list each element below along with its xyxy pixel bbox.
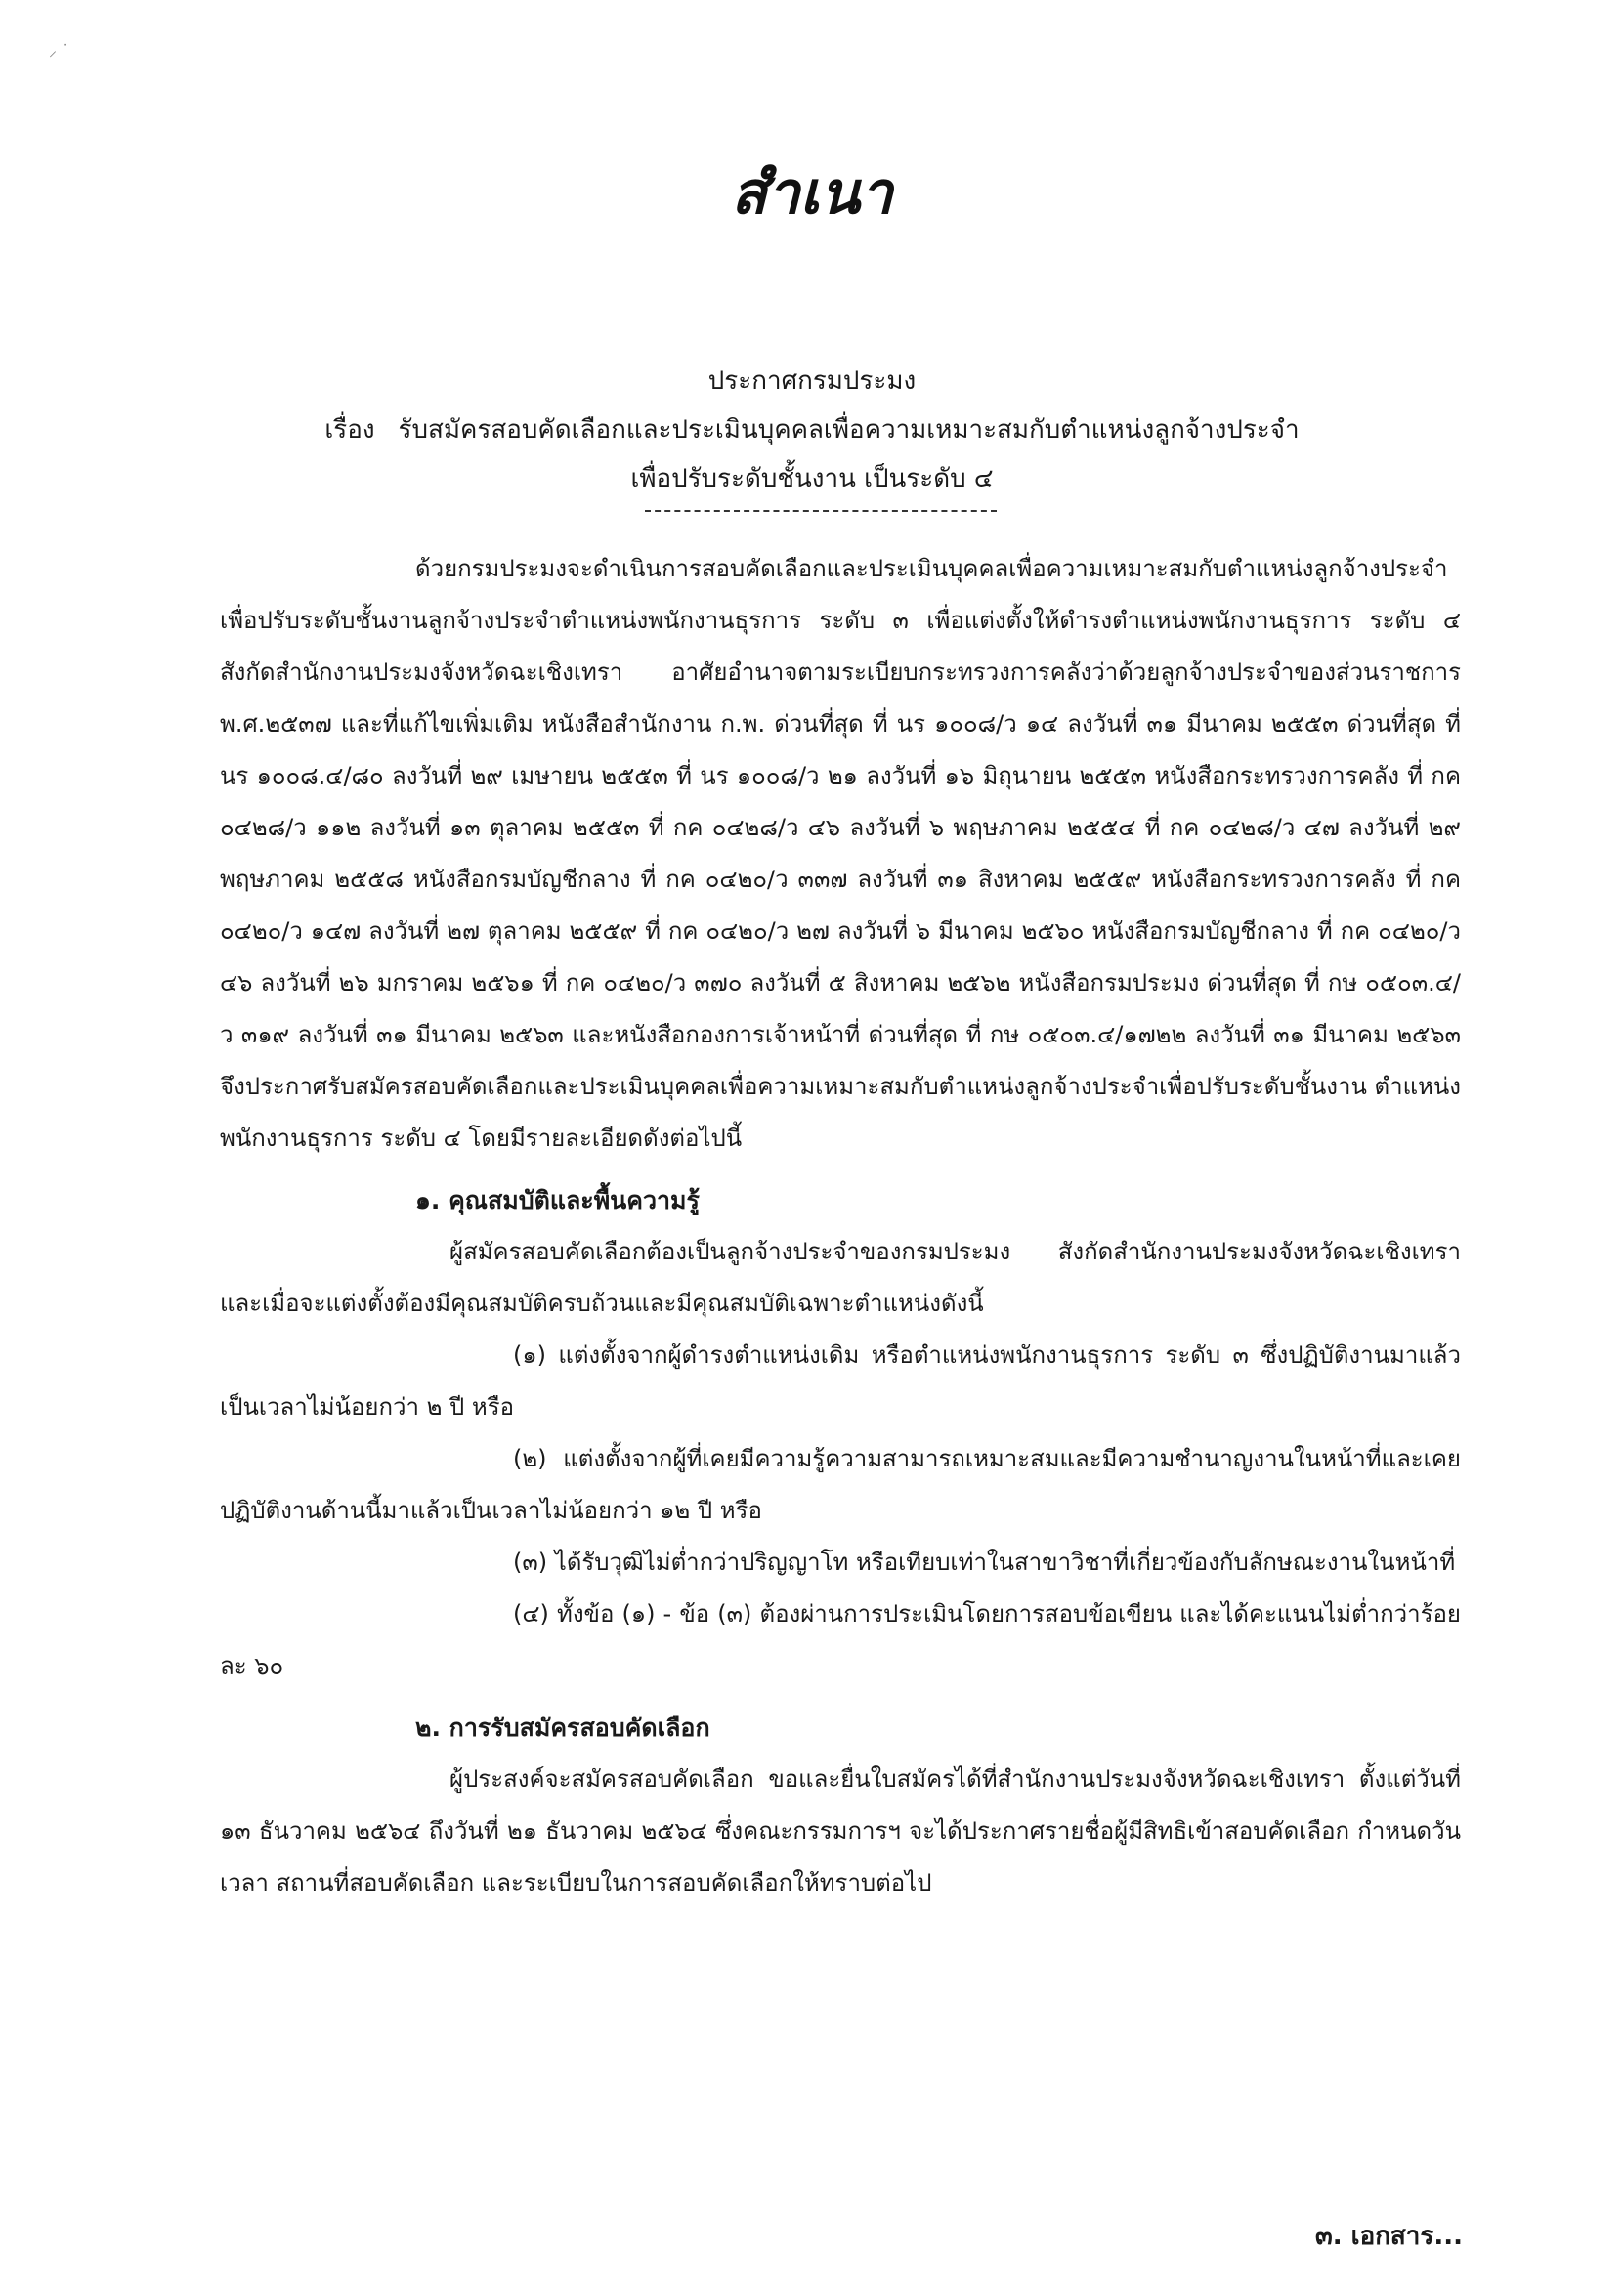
subject-text-line1: รับสมัครสอบคัดเลือกและประเมินบุคคลเพื่อความเหมาะสมกับตำแหน่งลูกจ้างประจำ — [398, 415, 1300, 445]
section-1-body: ผู้สมัครสอบคัดเลือกต้องเป็นลูกจ้างประจำของกรมประมง สังกัดสำนักงานประมงจังหวัดฉะเชิงเทรา และเมื่อจะแต่งตั้งต้องมีคุณสมบัติครบถ้วนและมีคุณสมบัติเฉพาะตำแหน่งดังนี้ — [220, 1238, 1461, 1317]
intro-paragraph: ด้วยกรมประมงจะดำเนินการสอบคัดเลือกและประเมินบุคคลเพื่อความเหมาะสมกับตำแหน่งลูกจ้างประจำเพื่อปรับระดับชั้นงานลูกจ้างประจำตำแหน่งพนักงานธุรการ ระดับ ๓ เพื่อแต่งตั้งให้ดำรงตำแหน่งพนักงานธุรการ ระดับ ๔ สังกัดสำนักงานประมงจังหวัดฉะเชิงเทรา อาศัยอำนาจตามระเบียบกระทรวงการคลังว่าด้วยลูกจ้างประจำของส่วนราชการ พ.ศ.๒๕๓๗ และที่แก้ไขเพิ่มเติม หนังสือสำนักงาน ก.พ. ด่วนที่สุด ที่ นร ๑๐๐๘/ว ๑๔ ลงวันที่ ๓๑ มีนาคม ๒๕๕๓ ด่วนที่สุด ที่ นร ๑๐๐๘.๔/๘๐ ลงวันที่ ๒๙ เมษายน ๒๕๕๓ ที่ นร ๑๐๐๘/ว ๒๑ ลงวันที่ ๑๖ มิถุนายน ๒๕๕๓ หนังสือกระทรวงการคลัง ที่ กค ๐๔๒๘/ว ๑๑๒ ลงวันที่ ๑๓ ตุลาคม ๒๕๕๓ ที่ กค ๐๔๒๘/ว ๔๖ ลงวันที่ ๖ พฤษภาคม ๒๕๕๔ ที่ กค ๐๔๒๘/ว ๔๗ ลงวันที่ ๒๙ พฤษภาคม ๒๕๕๘ หนังสือกรมบัญชีกลาง ที่ กค ๐๔๒๐/ว ๓๓๗ ลงวันที่ ๓๑ สิงหาคม ๒๕๕๙ หนังสือกระทรวงการคลัง ที่ กค ๐๔๒๐/ว ๑๔๗ ลงวันที่ ๒๗ ตุลาคม ๒๕๕๙ ที่ กค ๐๔๒๐/ว ๒๗ ลงวันที่ ๖ มีนาคม ๒๕๖๐ หนังสือกรมบัญชีกลาง ที่ กค ๐๔๒๐/ว ๔๖ ลงวันที่ ๒๖ มกราคม ๒๕๖๑ ที่ กค ๐๔๒๐/ว ๓๗๐ ลงวันที่ ๕ สิงหาคม ๒๕๖๒ หนังสือกรมประมง ด่วนที่สุด ที่ กษ ๐๕๐๓.๔/ว ๓๑๙ ลงวันที่ ๓๑ มีนาคม ๒๕๖๓ และหนังสือกองการเจ้าหน้าที่ ด่วนที่สุด ที่ กษ ๐๕๐๓.๔/๑๗๒๒ ลงวันที่ ๓๑ มีนาคม ๒๕๖๓ จึงประกาศรับสมัครสอบคัดเลือกและประเมินบุคคลเพื่อความเหมาะสมกับตำแหน่งลูกจ้างประจำเพื่อปรับระดับชั้นงาน ตำแหน่งพนักงานธุรการ ระดับ ๔ โดยมีรายละเอียดดังต่อไปนี้ — [220, 555, 1461, 1152]
section-1-title: ๑. คุณสมบัติและพื้นความรู้ — [415, 1186, 700, 1214]
section-1-item-4: (๔) ทั้งข้อ (๑) - ข้อ (๓) ต้องผ่านการประเมินโดยการสอบข้อเขียน และได้คะแนนไม่ต่ำกว่าร้อยละ ๖๐ — [220, 1600, 1461, 1679]
scan-specks-decoration: ⸝ ˙ — [49, 41, 70, 60]
subject-label: เรื่อง — [324, 415, 375, 445]
section-2-body: ผู้ประสงค์จะสมัครสอบคัดเลือก ขอและยื่นใบสมัครได้ที่สำนักงานประมงจังหวัดฉะเชิงเทรา ตั้งแต่วันที่ ๑๓ ธันวาคม ๒๕๖๔ ถึงวันที่ ๒๑ ธันวาคม ๒๕๖๔ ซึ่งคณะกรรมการฯ จะได้ประกาศรายชื่อผู้มีสิทธิเข้าสอบคัดเลือก กำหนดวัน เวลา สถานที่สอบคัดเลือก และระเบียบในการสอบคัดเลือกให้ทราบต่อไป — [220, 1765, 1461, 1896]
announcement-header — [0, 357, 1624, 503]
section-2-title: ๒. การรับสมัครสอบคัดเลือก — [415, 1714, 710, 1742]
subject-text-line2: เพื่อปรับระดับชั้นงาน เป็นระดับ ๔ — [630, 464, 994, 493]
document-body — [220, 543, 1461, 1909]
continued-next-page-label: ๓. เอกสาร... — [1314, 2222, 1463, 2251]
section-1-item-3: (๓) ได้รับวุฒิไม่ต่ำกว่าปริญญาโท หรือเทียบเท่าในสาขาวิชาที่เกี่ยวข้องกับลักษณะงานในหน้าที่ — [513, 1549, 1456, 1576]
subject-line — [324, 405, 1299, 454]
section-1-item-2: (๒) แต่งตั้งจากผู้ที่เคยมีความรู้ความสามารถเหมาะสมและมีความชำนาญงานในหน้าที่และเคยปฏิบัติงานด้านนี้มาแล้วเป็นเวลาไม่น้อยกว่า ๑๒ ปี หรือ — [220, 1445, 1461, 1524]
section-1-item-1: (๑) แต่งตั้งจากผู้ดำรงตำแหน่งเดิม หรือตำแหน่งพนักงานธุรการ ระดับ ๓ ซึ่งปฏิบัติงานมาแล้วเป็นเวลาไม่น้อยกว่า ๒ ปี หรือ — [220, 1341, 1461, 1421]
header-divider — [645, 510, 997, 512]
issuing-organization: ประกาศกรมประมง — [707, 366, 917, 396]
copy-stamp: สำเนา — [731, 159, 893, 228]
